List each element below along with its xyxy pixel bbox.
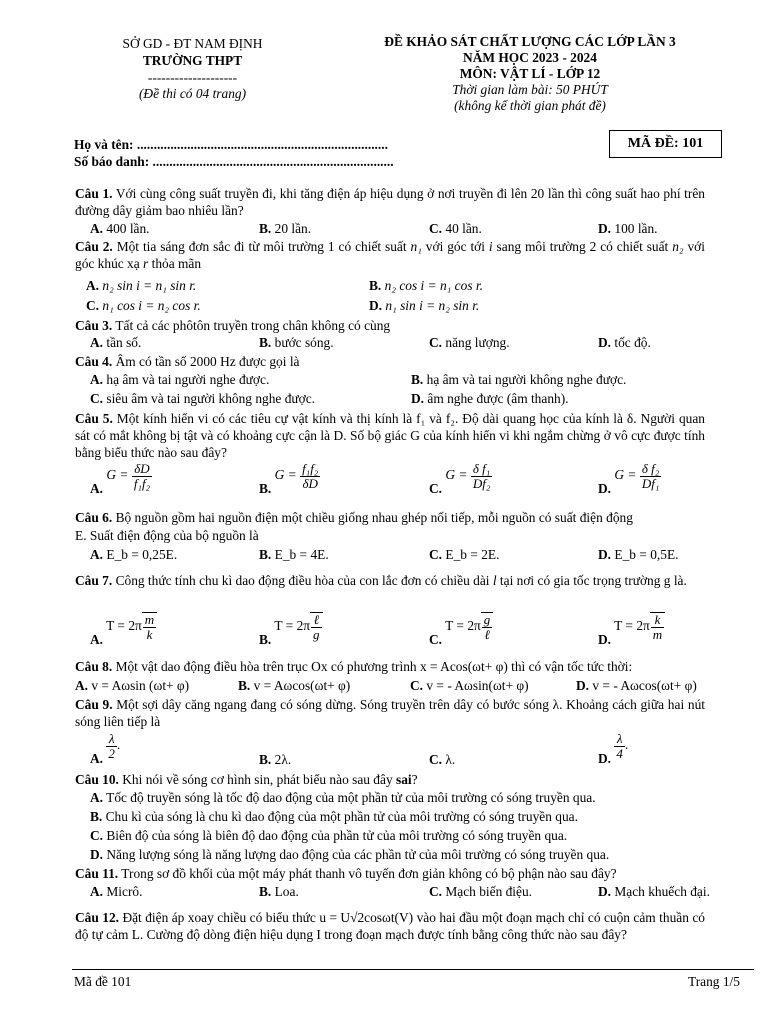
q2-option-b xyxy=(369,278,483,295)
q4-option-c xyxy=(90,391,315,408)
questions-q7-c: C. xyxy=(429,632,443,648)
q9-option-c xyxy=(429,752,455,769)
questions-q10-c-t: Biên độ của sóng là biên độ dao động của phần tử của môi trường có sóng truyền qua. xyxy=(103,828,568,843)
questions-q5-d-g: G = xyxy=(614,467,637,483)
questions-q4-d-t: âm nghe được (âm thanh). xyxy=(424,391,569,406)
questions-q11-num: Câu 11. xyxy=(75,866,119,881)
questions-q7-b: B. xyxy=(259,632,272,648)
questions-q7-d-pre: T = 2π xyxy=(614,618,650,634)
questions-q7-d-n: k xyxy=(654,612,661,627)
questions-q9-d: D. xyxy=(598,751,612,767)
questions-q4-text: Âm có tần số 2000 Hz được gọi là xyxy=(112,354,300,369)
question-5 xyxy=(75,411,705,461)
questions-q7-c-pre: T = 2π xyxy=(445,618,481,634)
header-left xyxy=(95,36,290,103)
header-right xyxy=(355,34,705,114)
q9-option-d: D. $\frac{\lambda}{4}$ . xyxy=(598,731,629,767)
questions-q3-a-t: tần số. xyxy=(103,335,142,350)
questions-q10-a-t: Tốc độ truyền sóng là tốc độ dao động của một phần tử của môi trường có sóng truyền qua. xyxy=(103,790,596,805)
subject: MÔN: VẬT LÍ - LỚP 12 xyxy=(459,66,601,82)
questions-q11-a: A. xyxy=(90,884,104,899)
question-7 xyxy=(75,573,705,590)
questions-q6-c: C. xyxy=(429,547,443,562)
questions-q9-text: Một sợi dây căng ngang đang có sóng dừng. Sóng truyền trên dây có bước sóng λ. Khoảng cách giữa hai nút sóng liên tiếp là xyxy=(75,697,705,729)
questions-q4-d: D. xyxy=(411,391,425,406)
questions-q1-d-t: 100 lần. xyxy=(611,221,658,236)
questions-q3-b: B. xyxy=(259,335,272,350)
questions-q9-a-d: 2 xyxy=(108,745,115,761)
questions-q8-a: A. xyxy=(75,678,89,693)
q4-option-d xyxy=(411,391,569,408)
pages-note: (Đề thi có 04 trang) xyxy=(138,86,247,102)
q1-option-d xyxy=(598,221,658,238)
questions-q2-d: D. xyxy=(369,298,383,313)
school-name: TRƯỜNG THPT xyxy=(142,52,243,68)
questions-q11-b: B. xyxy=(259,884,272,899)
questions-q2-c-t: n₁ cos i = n₂ cos r. xyxy=(102,298,201,313)
questions-q3-c: C. xyxy=(429,335,443,350)
questions-q6-c-t: E_b = 2E. xyxy=(445,547,500,562)
q5-option-d xyxy=(598,461,661,497)
questions-q9-c-t: λ. xyxy=(442,752,456,767)
question-1 xyxy=(75,186,705,220)
fraction xyxy=(640,462,662,490)
q5-option-b xyxy=(259,461,320,497)
questions-q1-b-t: 20 lần. xyxy=(271,221,312,236)
questions-q5-a-d: f₁f₂ xyxy=(133,475,151,491)
questions-q7-c-d: ℓ xyxy=(482,627,493,642)
questions-q2-text4: với góc khúc xạ xyxy=(75,239,705,271)
footer-page-number: Trang 1/5 xyxy=(688,974,740,989)
questions-q10-text-end: ? xyxy=(411,772,418,787)
questions-q2-text1: Một tia sáng đơn sắc đi từ môi trường 1 có chiết suất xyxy=(112,239,411,254)
questions-q5-c-g: G = xyxy=(445,467,468,483)
questions-q1-text: Với cùng công suất truyền đi, khi tăng điện áp hiệu dụng ở nơi truyền đi lên 20 lần thì công suất hao phí trên đường dây giảm bao nhiêu lần? xyxy=(75,186,705,218)
questions-q1-c-t: 40 lần. xyxy=(442,221,482,236)
questions-q7-a-pre: T = 2π xyxy=(106,618,142,634)
exam-title: ĐỀ KHẢO SÁT CHẤT LƯỢNG CÁC LỚP LẦN 3 xyxy=(384,34,676,49)
questions-q3-text: Tất cả các phôtôn truyền trong chân không có cùng xyxy=(112,318,391,333)
questions-q7-b-d: g xyxy=(313,626,320,642)
questions-q5-a-g: G = xyxy=(106,467,129,483)
q7-option-c xyxy=(429,612,493,648)
questions-q9-c: C. xyxy=(429,752,443,767)
q12-formula: u = U√2cosωt(V) xyxy=(319,910,414,925)
questions-q8-b-t: v = Aωcos(ωt+ φ) xyxy=(250,678,351,693)
square-root xyxy=(481,612,494,641)
fraction xyxy=(311,613,322,641)
q11-option-b xyxy=(259,884,299,901)
question-10 xyxy=(75,772,705,789)
q7-option-b xyxy=(259,612,323,648)
questions-q2-b-t: n₂ cos i = n₁ cos r. xyxy=(384,278,483,293)
questions-q11-d: D. xyxy=(598,884,612,899)
questions-q7-a-d: k xyxy=(143,627,156,642)
duration-note: (không kể thời gian phát đề) xyxy=(454,98,606,114)
fraction xyxy=(143,613,156,641)
footer-exam-code: Mã đề 101 xyxy=(74,974,132,989)
q3-option-d xyxy=(598,335,651,352)
questions-q9-num: Câu 9. xyxy=(75,697,113,712)
q2-option-d xyxy=(369,298,479,315)
questions-q3-d: D. xyxy=(598,335,612,350)
questions-q10-c: C. xyxy=(90,828,104,843)
question-11 xyxy=(75,866,705,883)
questions-q10-b-t: Chu kì của sóng là chu kì dao động của một phần tử của môi trường có sóng truyền qua. xyxy=(102,809,578,824)
questions-q2-num: Câu 2. xyxy=(75,239,113,254)
questions-q11-c: C. xyxy=(429,884,443,899)
questions-q3-c-t: năng lượng. xyxy=(442,335,510,350)
questions-q7-l: l xyxy=(492,573,497,588)
q6-option-c xyxy=(429,547,499,564)
q4-option-a xyxy=(90,372,269,389)
questions-q7-d-d: m xyxy=(652,626,663,642)
fraction xyxy=(471,462,493,490)
questions-q8-num: Câu 8. xyxy=(75,659,113,674)
questions-q12-text2: vào hai đầu một đoạn mạch chỉ có cuộn cảm thuần có độ tự cảm L. Cường độ dòng điện hiệu dụng I trong đoạn mạch được tính bằng công thức nào sau đây? xyxy=(75,910,705,942)
questions-q3-num: Câu 3. xyxy=(75,318,113,333)
questions-q5-num: Câu 5. xyxy=(75,411,113,426)
questions-q4-b-t: hạ âm và tai người không nghe được. xyxy=(423,372,627,387)
questions-q5-c: C. xyxy=(429,481,443,497)
questions-q7-a-n: m xyxy=(144,612,155,627)
q7-option-d xyxy=(598,612,665,648)
fraction xyxy=(651,613,664,641)
questions-q1-c: C. xyxy=(429,221,443,236)
questions-q8-a-t: v = Aωsin (ωt+ φ) xyxy=(88,678,190,693)
school-year: NĂM HỌC 2023 - 2024 xyxy=(463,50,597,66)
questions-q8-d-t: v = - Aωcos(ωt+ φ) xyxy=(589,678,697,693)
q8-option-d xyxy=(576,678,697,695)
questions-q2-text5: thỏa mãn xyxy=(148,255,202,271)
questions-q6-d-t: E_b = 0,5E. xyxy=(614,547,679,562)
q1-option-b xyxy=(259,221,311,238)
questions-q2-a: A. xyxy=(86,278,100,293)
questions-q7-b-pre: T = 2π xyxy=(274,618,311,634)
questions-q6-text2b: . Suất điện động của bộ nguồn là xyxy=(83,528,259,543)
questions-q4-c-t: siêu âm và tai người không nghe được. xyxy=(103,391,316,406)
square-root xyxy=(310,612,323,641)
questions-q3-b-t: bước sóng. xyxy=(271,335,334,350)
questions-q10-bold: sai xyxy=(396,772,412,787)
questions-q7-text1: Công thức tính chu kì dao động điều hòa của con lắc đơn có chiều dài xyxy=(112,573,493,588)
questions-q10-d: D. xyxy=(90,847,104,862)
questions-q1-a: A. xyxy=(90,221,104,236)
q8-option-b xyxy=(238,678,350,695)
questions-q6-d: D. xyxy=(598,547,612,562)
questions-q2-r: r xyxy=(143,255,149,271)
fraction xyxy=(132,462,152,490)
questions-q11-c-t: Mạch biến điệu. xyxy=(442,884,533,899)
student-id-field: Số báo danh: ........................................................................ xyxy=(74,154,394,169)
q3-option-c xyxy=(429,335,510,352)
questions-q10-d-t: Năng lượng sóng là năng lượng dao động của các phần tử của môi trường có sóng truyền qua. xyxy=(103,847,610,862)
q5-option-c xyxy=(429,461,492,497)
questions-q11-text: Trong sơ đồ khối của một máy phát thanh vô tuyến đơn giản không có bộ phận nào sau đây? xyxy=(118,866,617,881)
student-name-field: Họ và tên: ........................................................................... xyxy=(74,137,388,152)
questions-q12-text1: Đặt điện áp xoay chiều có biểu thức xyxy=(119,910,320,925)
questions-q1-b: B. xyxy=(259,221,272,236)
q1-option-c xyxy=(429,221,482,238)
q5-option-a xyxy=(90,461,152,497)
questions-q4-b: B. xyxy=(411,372,424,387)
q10-option-d xyxy=(90,847,609,864)
questions-q8-text: Một vật dao động điều hòa trên trục Ox có phương trình x = Acos(ωt+ φ) thì có vận tốc tức thời: xyxy=(112,659,633,674)
question-9 xyxy=(75,697,705,731)
q10-option-a xyxy=(90,790,596,807)
questions-q7-text2: tại nơi có gia tốc trọng trường g là. xyxy=(496,573,687,588)
questions-q1-num: Câu 1. xyxy=(75,186,113,201)
question-4 xyxy=(75,354,705,371)
q6-option-d xyxy=(598,547,678,564)
q1-option-a xyxy=(90,221,150,238)
questions-q5-d-d: Df₁ xyxy=(641,475,660,491)
questions-q5-d: D. xyxy=(598,481,612,497)
q6-option-b xyxy=(259,547,329,564)
questions-q2-text2: với góc tới xyxy=(421,239,489,254)
square-root xyxy=(650,612,665,641)
question-3 xyxy=(75,318,705,335)
question-6 xyxy=(75,510,705,527)
q7-option-a xyxy=(90,612,157,648)
questions-q2-c: C. xyxy=(86,298,100,313)
q11-option-d xyxy=(598,884,710,901)
header-divider: -------------------- xyxy=(147,69,238,85)
q10-option-b xyxy=(90,809,578,826)
questions-q2-b: B. xyxy=(369,278,382,293)
questions-q8-c: C. xyxy=(410,678,424,693)
questions-q6-a-t: E_b = 0,25E. xyxy=(106,547,178,562)
questions-q9-d-d: 4 xyxy=(616,745,623,761)
questions-q3-a: A. xyxy=(90,335,104,350)
questions-q7-d: D. xyxy=(598,632,612,648)
q4-option-b xyxy=(411,372,626,389)
questions-q4-c: C. xyxy=(90,391,104,406)
questions-q1-a-t: 400 lần. xyxy=(103,221,150,236)
questions-q6-a: A. xyxy=(90,547,104,562)
footer-divider xyxy=(72,969,754,970)
questions-q6-b: B. xyxy=(259,547,272,562)
questions-q5-text: Một kính hiển vi có các tiêu cự vật kính và thị kính là f₁ và f₂. Độ dài quang học của kính là δ. Người quan sát có mắt không bị tật và có khoảng cực cận là D. Số bộ giác G của kính hiển vi khi ngắm chừng ở vô cực được tính bằng biểu thức nào sau đây? xyxy=(75,411,705,460)
questions-q5-b-n: f₁f₂ xyxy=(302,461,319,476)
exam-code-box: MÃ ĐỀ: 101 xyxy=(609,130,722,158)
q3-option-b xyxy=(259,335,334,352)
questions-q6-text2a: E xyxy=(75,528,84,543)
questions-q2-a-t: n₂ sin i = n₁ sin r. xyxy=(102,278,197,293)
questions-q7-b-n: ℓ xyxy=(313,612,319,627)
questions-q12-num: Câu 12. xyxy=(75,910,119,925)
question-12 xyxy=(75,910,705,944)
fraction xyxy=(300,462,320,490)
questions-q5-d-n: δ f₂ xyxy=(641,461,660,476)
q2-option-c xyxy=(86,298,201,315)
q3-option-a xyxy=(90,335,141,352)
questions-q11-b-t: Loa. xyxy=(271,884,299,899)
questions-q5-c-d: Df₂ xyxy=(472,475,491,491)
q8-option-a xyxy=(75,678,189,695)
q6-option-a xyxy=(90,547,177,564)
q11-option-a xyxy=(90,884,142,901)
fraction xyxy=(482,613,493,641)
questions-q7-a: A. xyxy=(90,632,104,648)
questions-q5-b-g: G = xyxy=(274,467,297,483)
question-8 xyxy=(75,659,705,676)
questions-q2-d-t: n₁ sin i = n₂ sin r. xyxy=(385,298,480,313)
questions-q4-a-t: hạ âm và tai người nghe được. xyxy=(103,372,270,387)
questions-q9-a-n: λ xyxy=(108,731,115,746)
q10-option-c xyxy=(90,828,567,845)
questions-q6-b-t: E_b = 4E. xyxy=(274,547,329,562)
q8-option-c xyxy=(410,678,529,695)
questions-q5-c-n: δ f₁ xyxy=(472,461,491,476)
questions-q3-d-t: tốc độ. xyxy=(611,335,651,350)
questions-q6-num: Câu 6. xyxy=(75,510,113,525)
questions-q8-d: D. xyxy=(576,678,590,693)
questions-q6-text: Bộ nguồn gồm hai nguồn điện một chiều giống nhau ghép nối tiếp, mỗi nguồn có suất điện động xyxy=(112,510,633,525)
questions-q2-i: i xyxy=(488,239,493,254)
questions-q4-num: Câu 4. xyxy=(75,354,113,369)
questions-q2-text3: sang môi trường 2 có chiết suất xyxy=(492,239,673,254)
exam-duration: Thời gian làm bài: 50 PHÚT xyxy=(452,82,608,98)
q11-option-c xyxy=(429,884,532,901)
q9-option-a: A. $\frac{\lambda}{2}$ . xyxy=(90,731,121,767)
questions-q9-b: B. xyxy=(259,752,272,767)
q9-option-b xyxy=(259,752,291,769)
fraction xyxy=(614,732,625,760)
questions-q9-d-n: λ xyxy=(616,731,623,746)
questions-q10-b: B. xyxy=(90,809,103,824)
questions-q8-c-t: v = - Aωsin(ωt+ φ) xyxy=(423,678,529,693)
questions-q2-n1: n₁ xyxy=(410,239,422,254)
questions-q10-a: A. xyxy=(90,790,104,805)
question-2 xyxy=(75,239,705,273)
questions-q2-n2: n₂ xyxy=(672,239,684,254)
question-6-line2 xyxy=(75,528,259,545)
questions-q5-a: A. xyxy=(90,481,104,497)
questions-q5-b: B. xyxy=(259,481,272,497)
questions-q10-text: Khi nói về sóng cơ hình sin, phát biểu nào sau đây xyxy=(118,772,396,787)
questions-q4-a: A. xyxy=(90,372,104,387)
questions-q10-num: Câu 10. xyxy=(75,772,119,787)
questions-q5-b-d: δD xyxy=(300,476,320,491)
questions-q8-b: B. xyxy=(238,678,251,693)
questions-q1-d: D. xyxy=(598,221,612,236)
questions-q11-a-t: Micrô. xyxy=(103,884,143,899)
q2-option-a xyxy=(86,278,196,295)
questions-q9-a: A. xyxy=(90,751,104,767)
questions-q7-num: Câu 7. xyxy=(75,573,113,588)
fraction xyxy=(106,732,117,760)
questions-q9-b-t: 2λ. xyxy=(271,752,292,767)
questions-q7-c-n: g xyxy=(483,612,491,627)
questions-q5-a-n: δD xyxy=(134,461,150,476)
questions-q11-d-t: Mạch khuếch đại. xyxy=(611,884,710,899)
department-name: SỞ GD - ĐT NAM ĐỊNH xyxy=(122,36,263,51)
square-root xyxy=(142,612,157,641)
